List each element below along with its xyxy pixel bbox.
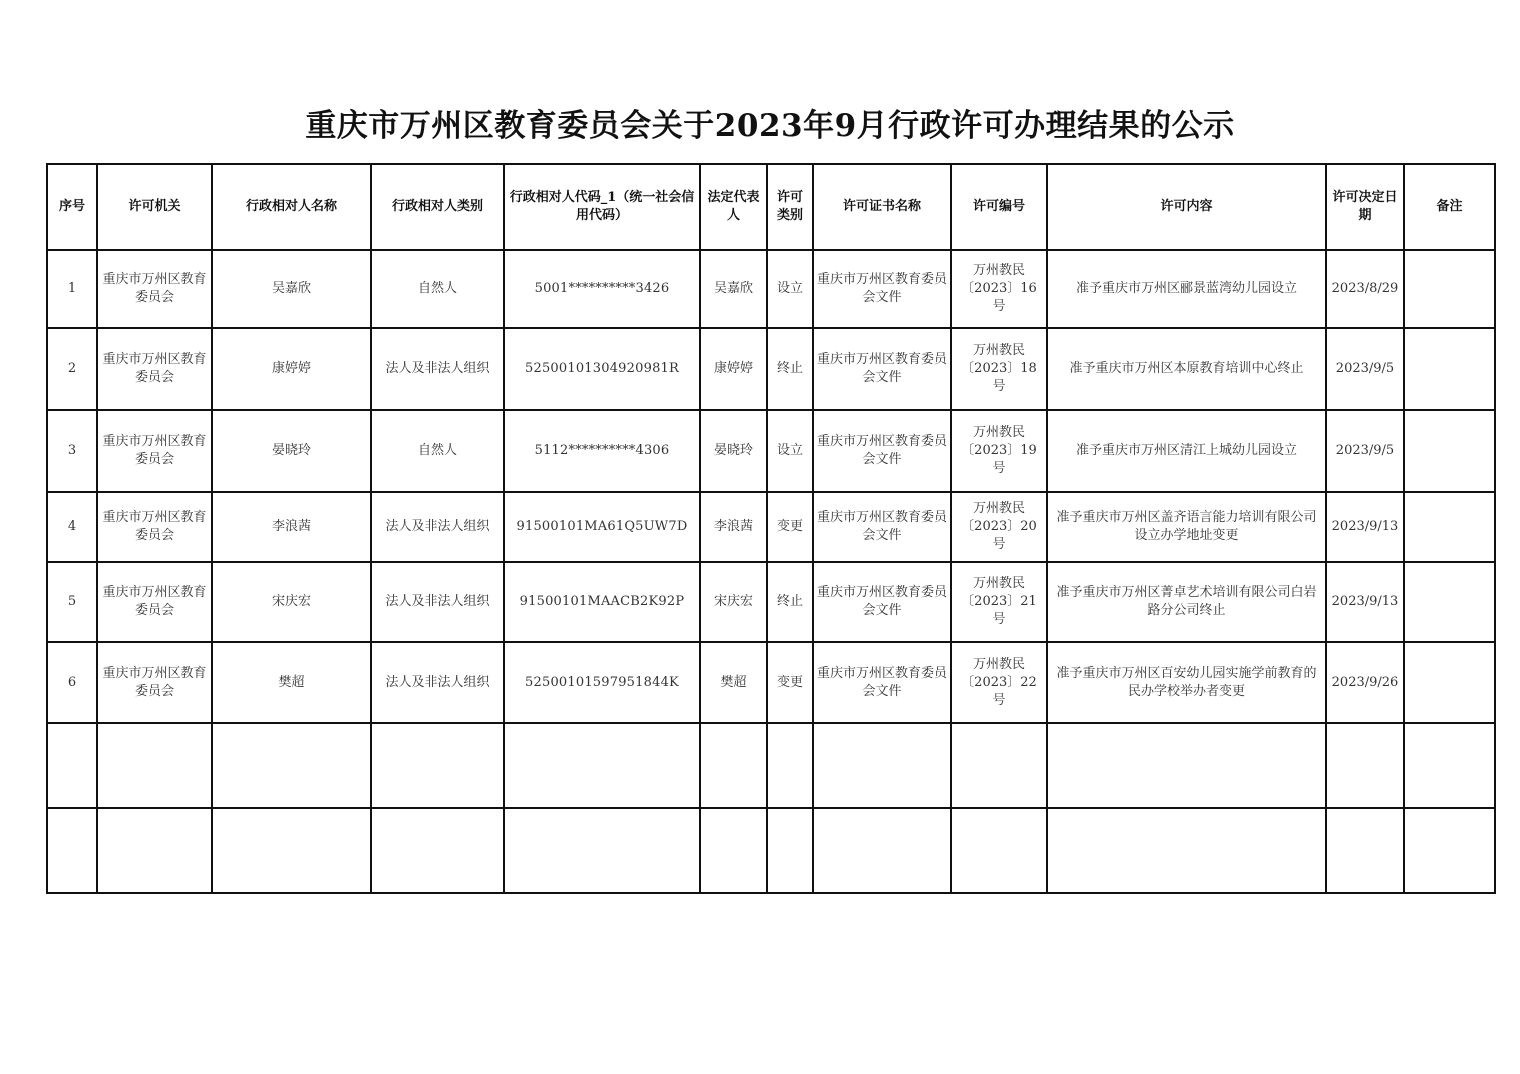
cell-permit-content: 准予重庆市万州区盖齐语言能力培训有限公司设立办学地址变更 <box>1047 492 1326 562</box>
cell-certificate-name: 重庆市万州区教育委员会文件 <box>813 492 951 562</box>
header-permit-number: 许可编号 <box>951 164 1047 250</box>
header-permit-content: 许可内容 <box>1047 164 1326 250</box>
empty-cell <box>504 723 700 808</box>
cell-party-type: 法人及非法人组织 <box>371 562 504 642</box>
cell-permit-category: 设立 <box>767 250 813 328</box>
table-row <box>47 328 1495 410</box>
header-permit-category: 许可类别 <box>767 164 813 250</box>
empty-cell <box>1326 808 1404 893</box>
cell-index: 3 <box>47 410 97 492</box>
cell-party-code: 52500101304920981R <box>504 328 700 410</box>
cell-decision-date: 2023/9/13 <box>1326 562 1404 642</box>
empty-cell <box>700 808 767 893</box>
table-row <box>47 562 1495 642</box>
cell-index: 2 <box>47 328 97 410</box>
cell-decision-date: 2023/9/26 <box>1326 642 1404 723</box>
empty-cell <box>212 723 371 808</box>
cell-permit-category: 变更 <box>767 492 813 562</box>
cell-remarks <box>1404 250 1495 328</box>
cell-permit-content: 准予重庆市万州区郦景蓝湾幼儿园设立 <box>1047 250 1326 328</box>
header-decision-date: 许可决定日期 <box>1326 164 1404 250</box>
cell-certificate-name: 重庆市万州区教育委员会文件 <box>813 410 951 492</box>
cell-legal-rep: 吴嘉欣 <box>700 250 767 328</box>
cell-permit-category: 终止 <box>767 328 813 410</box>
cell-index: 6 <box>47 642 97 723</box>
permit-table <box>46 163 1496 894</box>
cell-party-name: 吴嘉欣 <box>212 250 371 328</box>
cell-permit-number: 万州教民〔2023〕19号 <box>951 410 1047 492</box>
cell-permit-number: 万州教民〔2023〕18号 <box>951 328 1047 410</box>
table-row <box>47 410 1495 492</box>
cell-authority: 重庆市万州区教育委员会 <box>97 328 212 410</box>
cell-remarks <box>1404 642 1495 723</box>
cell-permit-category: 设立 <box>767 410 813 492</box>
empty-cell <box>97 808 212 893</box>
cell-decision-date: 2023/9/13 <box>1326 492 1404 562</box>
empty-row <box>47 723 1495 808</box>
header-party-code: 行政相对人代码_1（统一社会信用代码） <box>504 164 700 250</box>
cell-permit-number: 万州教民〔2023〕22号 <box>951 642 1047 723</box>
empty-cell <box>47 723 97 808</box>
cell-party-name: 宋庆宏 <box>212 562 371 642</box>
empty-cell <box>951 808 1047 893</box>
cell-authority: 重庆市万州区教育委员会 <box>97 410 212 492</box>
cell-party-name: 康婷婷 <box>212 328 371 410</box>
cell-index: 1 <box>47 250 97 328</box>
header-party-type: 行政相对人类别 <box>371 164 504 250</box>
cell-remarks <box>1404 492 1495 562</box>
empty-cell <box>97 723 212 808</box>
cell-legal-rep: 康婷婷 <box>700 328 767 410</box>
empty-cell <box>371 808 504 893</box>
cell-decision-date: 2023/8/29 <box>1326 250 1404 328</box>
header-party-name: 行政相对人名称 <box>212 164 371 250</box>
cell-party-name: 樊超 <box>212 642 371 723</box>
cell-party-type: 自然人 <box>371 410 504 492</box>
cell-index: 4 <box>47 492 97 562</box>
empty-cell <box>813 723 951 808</box>
cell-party-code: 91500101MA61Q5UW7D <box>504 492 700 562</box>
page-title: 重庆市万州区教育委员会关于2023年9月行政许可办理结果的公示 <box>305 108 1235 144</box>
empty-cell <box>212 808 371 893</box>
table-row <box>47 492 1495 562</box>
empty-cell <box>767 723 813 808</box>
empty-cell <box>1404 808 1495 893</box>
header-remarks: 备注 <box>1404 164 1495 250</box>
cell-party-name: 李浪茜 <box>212 492 371 562</box>
cell-party-code: 91500101MAACB2K92P <box>504 562 700 642</box>
empty-cell <box>813 808 951 893</box>
cell-permit-content: 准予重庆市万州区菁卓艺术培训有限公司白岩路分公司终止 <box>1047 562 1326 642</box>
cell-permit-number: 万州教民〔2023〕21号 <box>951 562 1047 642</box>
cell-legal-rep: 樊超 <box>700 642 767 723</box>
empty-cell <box>504 808 700 893</box>
cell-certificate-name: 重庆市万州区教育委员会文件 <box>813 642 951 723</box>
cell-legal-rep: 晏晓玲 <box>700 410 767 492</box>
cell-remarks <box>1404 410 1495 492</box>
empty-cell <box>700 723 767 808</box>
cell-party-name: 晏晓玲 <box>212 410 371 492</box>
cell-party-type: 法人及非法人组织 <box>371 642 504 723</box>
empty-cell <box>951 723 1047 808</box>
cell-authority: 重庆市万州区教育委员会 <box>97 562 212 642</box>
cell-permit-number: 万州教民〔2023〕20号 <box>951 492 1047 562</box>
header-row <box>47 164 1495 250</box>
cell-permit-category: 终止 <box>767 562 813 642</box>
cell-party-code: 5001**********3426 <box>504 250 700 328</box>
table-row <box>47 250 1495 328</box>
cell-index: 5 <box>47 562 97 642</box>
cell-decision-date: 2023/9/5 <box>1326 328 1404 410</box>
cell-remarks <box>1404 562 1495 642</box>
table-row <box>47 642 1495 723</box>
cell-party-type: 自然人 <box>371 250 504 328</box>
cell-permit-number: 万州教民〔2023〕16号 <box>951 250 1047 328</box>
header-legal-rep: 法定代表人 <box>700 164 767 250</box>
empty-cell <box>1047 808 1326 893</box>
header-certificate-name: 许可证书名称 <box>813 164 951 250</box>
cell-decision-date: 2023/9/5 <box>1326 410 1404 492</box>
header-index: 序号 <box>47 164 97 250</box>
cell-legal-rep: 李浪茜 <box>700 492 767 562</box>
cell-certificate-name: 重庆市万州区教育委员会文件 <box>813 250 951 328</box>
cell-certificate-name: 重庆市万州区教育委员会文件 <box>813 562 951 642</box>
cell-remarks <box>1404 328 1495 410</box>
cell-permit-content: 准予重庆市万州区百安幼儿园实施学前教育的民办学校举办者变更 <box>1047 642 1326 723</box>
cell-permit-content: 准予重庆市万州区本原教育培训中心终止 <box>1047 328 1326 410</box>
cell-permit-category: 变更 <box>767 642 813 723</box>
cell-certificate-name: 重庆市万州区教育委员会文件 <box>813 328 951 410</box>
empty-cell <box>371 723 504 808</box>
cell-party-code: 52500101597951844K <box>504 642 700 723</box>
cell-party-code: 5112**********4306 <box>504 410 700 492</box>
cell-party-type: 法人及非法人组织 <box>371 492 504 562</box>
cell-authority: 重庆市万州区教育委员会 <box>97 642 212 723</box>
cell-legal-rep: 宋庆宏 <box>700 562 767 642</box>
header-authority: 许可机关 <box>97 164 212 250</box>
empty-cell <box>767 808 813 893</box>
empty-cell <box>1404 723 1495 808</box>
cell-authority: 重庆市万州区教育委员会 <box>97 492 212 562</box>
cell-permit-content: 准予重庆市万州区清江上城幼儿园设立 <box>1047 410 1326 492</box>
cell-party-type: 法人及非法人组织 <box>371 328 504 410</box>
empty-cell <box>1047 723 1326 808</box>
empty-cell <box>47 808 97 893</box>
cell-authority: 重庆市万州区教育委员会 <box>97 250 212 328</box>
empty-row <box>47 808 1495 893</box>
empty-cell <box>1326 723 1404 808</box>
